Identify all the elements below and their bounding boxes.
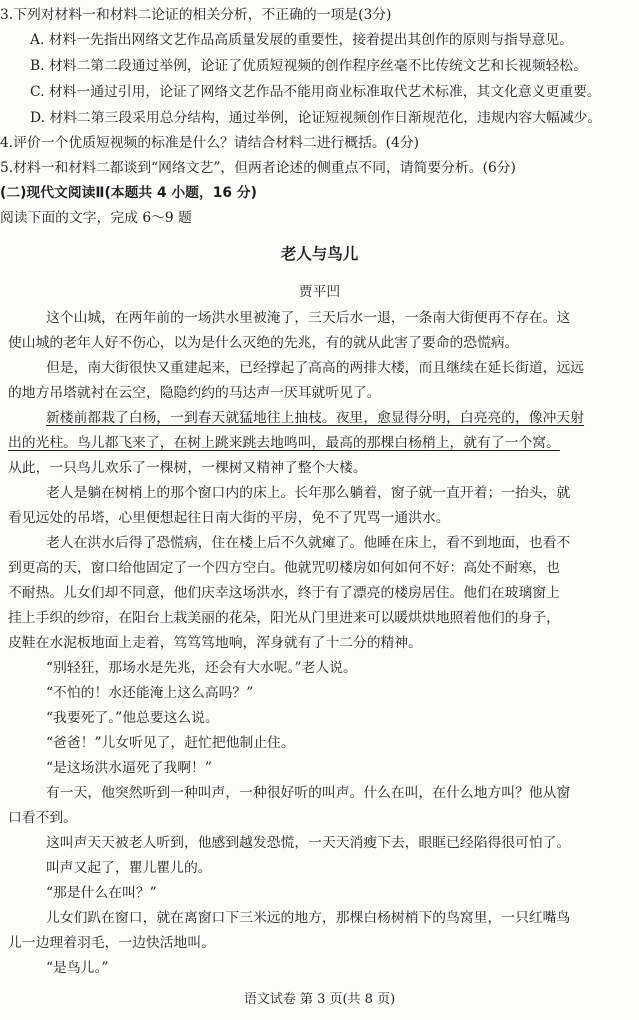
story-line: 有一天，他突然听到一种叫声，一种很好听的叫声。什么在叫，在什么地方叫？他从窗 — [46, 785, 571, 801]
underlined-text: 新楼前都栽了白杨，一到春天就猛地往上抽枝。夜里，愈显得分明，白亮亮的，像冲天射 — [46, 410, 585, 426]
story-line: “是这场洪水逼死了我啊！” — [46, 760, 212, 776]
story-line: 老人是躺在树梢上的那个窗口内的床上。长年那么躺着，窗子就一直开着；一抬头，就 — [46, 485, 571, 501]
story-line: 看见远处的吊塔，心里便想起往日南大街的平房，免不了咒骂一通洪水。 — [8, 510, 450, 526]
section-instruction: 阅读下面的文字，完成 6～9 题 — [0, 210, 192, 226]
story-line: 这个山城，在两年前的一场洪水里被淹了，三天后水一退，一条南大街便再不存在。这 — [46, 310, 571, 326]
question-3-option-d: D. 材料二第三段采用总分结构，通过举例，论证短视频创作日渐规范化，违规内容大幅减少。 — [30, 110, 602, 126]
story-line: 儿女们趴在窗口，就在离窗口下三米远的地方，那棵白杨树梢下的鸟窝里，一只红嘴鸟 — [46, 910, 571, 926]
story-line: 从此，一只鸟儿欢乐了一棵树，一棵树又精神了整个大楼。 — [8, 460, 367, 476]
story-line: 口看不到。 — [8, 810, 77, 826]
story-line: “爸爸！”儿女听见了，赶忙把他制止住。 — [46, 735, 295, 751]
story-line: 老人在洪水后得了恐慌病，住在楼上后不久就瘫了。他睡在床上，看不到地面，也看不 — [46, 535, 571, 551]
story-line: “我要死了。”他总要这么说。 — [46, 710, 219, 726]
story-line: 挂上手织的纱帘，在阳台上栽美丽的花朵，阳光从门里进来可以暖烘烘地照着他们的身子， — [8, 610, 560, 626]
story-line: 不耐热。儿女们却不同意，他们庆幸这场洪水，终于有了漂亮的楼房居住。他们在玻璃窗上 — [8, 585, 560, 601]
section-heading: (二)现代文阅读Ⅱ(本题共 4 小题，16 分) — [0, 185, 257, 201]
story-line: “那是什么在叫？” — [46, 885, 157, 901]
story-line: “不怕的！水还能淹上这么高吗？” — [46, 685, 254, 701]
story-line: “别轻狂，那场水是先兆，还会有大水呢。”老人说。 — [46, 660, 357, 676]
story-line: “是鸟儿。” — [46, 960, 109, 976]
question-5: 5.材料一和材料二都谈到“网络文艺”，但两者论述的侧重点不同，请简要分析。(6分) — [0, 160, 516, 176]
question-3-option-a: A. 材料一先指出网络文艺作品高质量发展的重要性，接着提出其创作的原则与指导意见。 — [30, 32, 574, 48]
question-3-option-b: B. 材料二第二段通过举例，论证了优质短视频的创作程序丝毫不比传统文艺和长视频轻松。 — [30, 58, 587, 74]
story-line: 皮鞋在水泥板地面上走着，笃笃笃地响，浑身就有了十二分的精神。 — [8, 635, 422, 651]
question-4: 4.评价一个优质短视频的标准是什么？请结合材料二进行概括。(4分) — [0, 135, 420, 151]
story-title: 老人与鸟儿 — [280, 245, 359, 263]
story-line-underlined — [0, 408, 639, 428]
page-footer: 语文试卷 第 3 页(共 8 页) — [243, 992, 396, 1007]
story-line-underlined — [0, 433, 639, 453]
story-line: 叫声又起了，瞿儿瞿儿的。 — [46, 860, 212, 876]
story-line: 使山城的老年人好不伤心，以为是什么灭绝的先兆，有的就从此害了要命的恐慌病。 — [8, 335, 519, 351]
story-line: 到更高的天，窗口给他固定了一个四方空白。他就咒叨楼房如何如何不好：高处不耐寒，也 — [8, 560, 560, 576]
story-line: 的地方吊塔就衬在云空，隐隐约约的马达声一厌耳就听见了。 — [8, 385, 381, 401]
underlined-text: 出的光柱。鸟儿都飞来了，在树上跳来跳去地鸣叫，最高的那棵白杨梢上，就有了一个窝。 — [8, 435, 560, 451]
question-3-stem: 3.下列对材料一和材料二论证的相关分析，不正确的一项是(3分) — [0, 7, 392, 23]
story-line: 儿一边理着羽毛，一边快活地叫。 — [8, 935, 215, 951]
question-3-option-c: C. 材料一通过引用，论证了网络文艺作品不能用商业标准取代艺术标准，其文化意义更重要。 — [30, 84, 601, 100]
story-author: 贾平凹 — [298, 284, 341, 300]
story-line: 这叫声天天被老人听到，他感到越发恐慌，一天天消瘦下去，眼眶已经陷得很可怕了。 — [46, 835, 571, 851]
story-line: 但是，南大街很快又重建起来，已经撑起了高高的两排大楼，而且继续在延长街道，远远 — [46, 360, 585, 376]
